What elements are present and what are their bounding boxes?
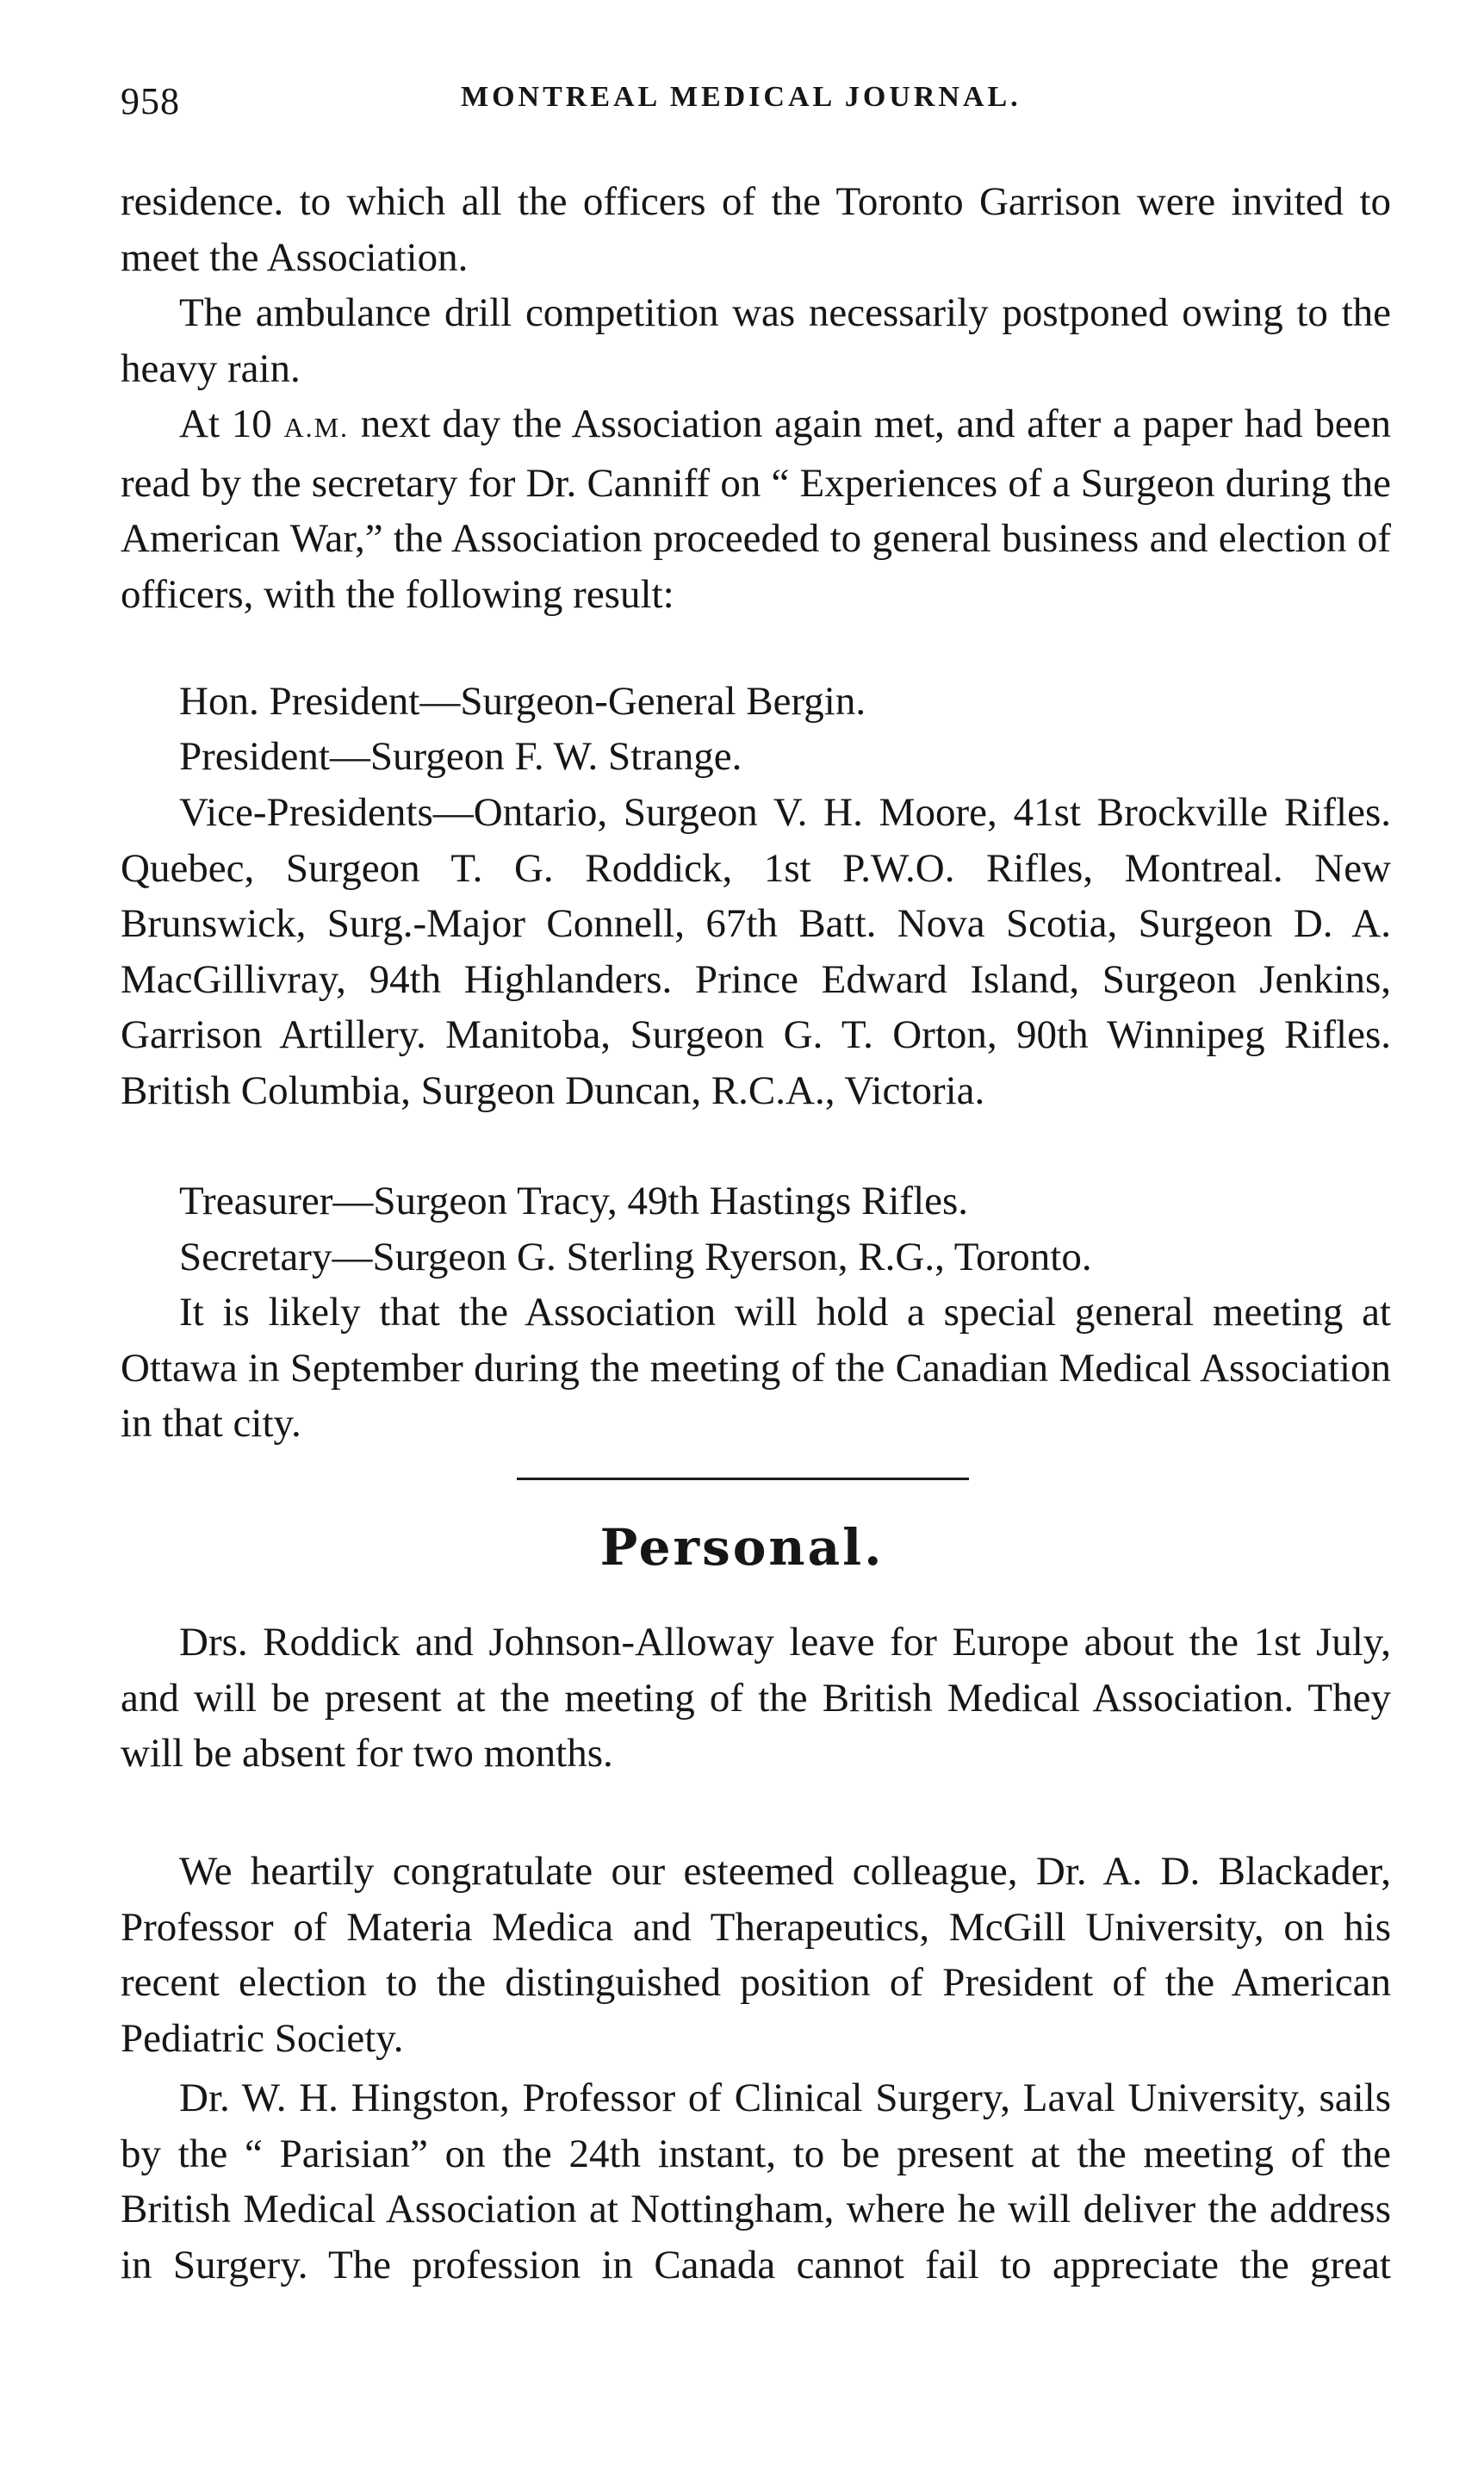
section-heading-personal: Personal. xyxy=(599,1518,885,1577)
meeting-time: At 10 xyxy=(179,401,272,446)
paragraph-hingston: Dr. W. H. Hingston, Professor of Clinical Surgery, Laval University, sails by the “ Parisian” on the 24th instant, to be present at the meeting of the British Medical Association at Nottingham, where he will deliver the address in Surgery. The profession in Canada cannot fail to appreciate the great xyxy=(121,2076,1391,2287)
page-header xyxy=(121,79,1387,131)
paragraph-special-meeting: It is likely that the Association will hold a special general meeting at Ottawa in September during the meeting of the Canadian Medical Association in that city. xyxy=(121,1290,1391,1446)
officer-secretary: Secretary—Surgeon G. Sterling Ryerson, R.G., Toronto. xyxy=(179,1235,1092,1279)
officer-president: President—Surgeon F. W. Strange. xyxy=(179,734,742,779)
paragraph-residence: residence. to which all the officers of the Toronto Garrison were invited to meet the Association. xyxy=(121,179,1391,280)
paragraph-blackader: We heartily congratulate our esteemed colleague, Dr. A. D. Blackader, Professor of Materia Medica and Therapeutics, McGill University, on his recent election to the distinguished position of President of the American Pediatric Society. xyxy=(121,1849,1391,2061)
officer-hon-president: Hon. President—Surgeon-General Bergin. xyxy=(179,679,866,724)
officer-treasurer: Treasurer—Surgeon Tracy, 49th Hastings Rifles. xyxy=(179,1179,969,1223)
paragraph-ambulance-drill: The ambulance drill competition was necessarily postponed owing to the heavy rain. xyxy=(121,290,1391,391)
paragraph-roddick-alloway: Drs. Roddick and Johnson-Alloway leave for Europe about the 1st July, and will be present at the meeting of the British Medical Association. They will be absent for two months. xyxy=(121,1620,1391,1776)
page-number: 958 xyxy=(121,80,180,122)
meeting-time-am: A.M. xyxy=(283,412,350,443)
running-head: MONTREAL MEDICAL JOURNAL. xyxy=(461,81,1021,113)
section-divider xyxy=(517,1478,969,1480)
paragraph-meeting xyxy=(121,396,1391,622)
meeting-text: next day the Association again met, and after a paper had been read by the secretary for Dr. Canniff on “ Experiences of a Surgeon during the American War,” the Association proceeded to general business and election of officers, with the following result: xyxy=(121,401,1392,617)
officer-vice-presidents: Vice-Presidents—Ontario, Surgeon V. H. Moore, 41st Brockville Rifles. Quebec, Surgeon T. G. Roddick, 1st P.W.O. Rifles, Montreal. New Brunswick, Surg.-Major Connell, 67th Batt. Nova Scotia, Surgeon D. A. MacGillivray, 94th Highlanders. Prince Edward Island, Surgeon Jenkins, Garrison Artillery. Manitoba, Surgeon G. T. Orton, 90th Winnipeg Rifles. British Columbia, Surgeon Duncan, R.C.A., Victoria. xyxy=(121,790,1391,1113)
